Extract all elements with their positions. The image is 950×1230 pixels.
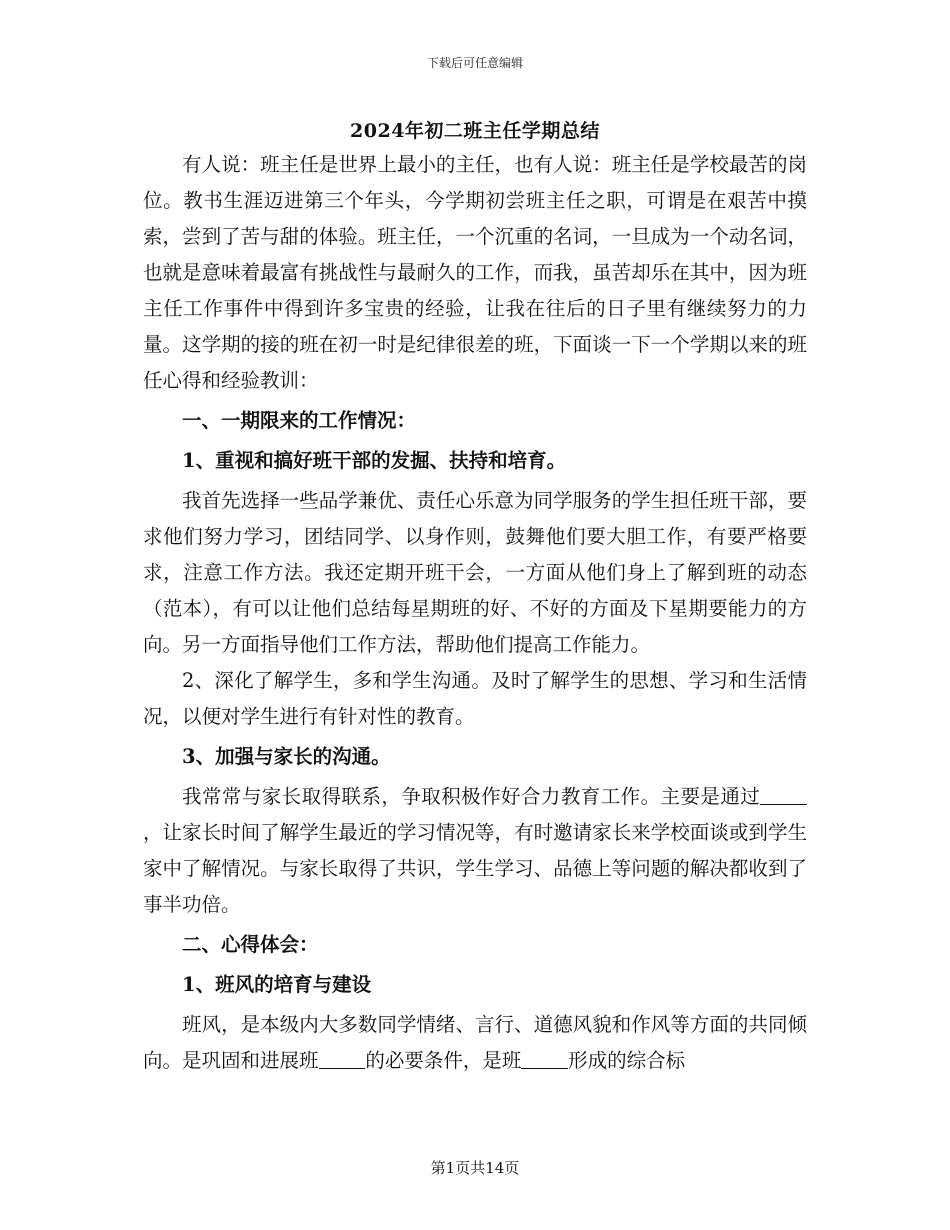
fill-blank bbox=[521, 1049, 568, 1070]
paragraph-text: 班风，是本级内大多数同学情绪、言行、道德风貌和作风等方面的共同倾向。是巩固和进展班 bbox=[143, 1013, 807, 1072]
paragraph-text: 我常常与家长取得联系，争取积极作好合力教育工作。主要是通过 bbox=[182, 785, 761, 808]
paragraph-text: 形成的综合标 bbox=[568, 1049, 686, 1072]
paragraph-parent-communication bbox=[143, 779, 807, 923]
paragraph-intro: 有人说：班主任是世界上最小的主任，也有人说：班主任是学校最苦的岗位。教书生涯迈进第三个年头，今学期初尝班主任之职，可谓是在艰苦中摸索，尝到了苦与甜的体验。班主任，一个沉重的名词，一旦成为一个动名词，也就是意味着最富有挑战性与最耐久的工作，而我，虽苦却乐在其中，因为班主任工作事件中得到许多宝贵的经验，让我在往后的日子里有继续努力的力量。这学期的接的班在初一时是纪律很差的班，下面谈一下一个学期以来的班任心得和经验教训： bbox=[143, 153, 807, 392]
paragraph-text: ，让家长时间了解学生最近的学习情况等，有时邀请家长来学校面谈或到学生家中了解情况。与家长取得了共识，学生学习、品德上等问题的解决都收到了事半功倍。 bbox=[143, 821, 807, 916]
section-heading-2: 二、心得体会： bbox=[182, 933, 319, 956]
paragraph-text: 的必要条件，是班 bbox=[365, 1049, 522, 1072]
section-heading-1: 一、一期限来的工作情况： bbox=[182, 409, 417, 432]
subheading-1-1: 1、重视和搞好班干部的发掘、扶持和培育。 bbox=[182, 449, 567, 472]
paragraph-class-style bbox=[143, 1007, 807, 1079]
subheading-2-1: 1、班风的培育与建设 bbox=[182, 973, 372, 996]
fill-blank bbox=[319, 1049, 366, 1070]
paragraph-class-cadres: 我首先选择一些品学兼优、责任心乐意为同学服务的学生担任班干部，要求他们努力学习，团结同学、以身作则，鼓舞他们要大胆工作，有要严格要求，注意工作方法。我还定期开班干会，一方面从他们身上了解到班的动态（范本），有可以让他们总结每星期班的好、不好的方面及下星期要能力的方向。另一方面指导他们工作方法，帮助他们提高工作能力。 bbox=[143, 489, 807, 656]
paragraph-understand-students: 2、深化了解学生，多和学生沟通。及时了解学生的思想、学习和生活情况，以便对学生进行有针对性的教育。 bbox=[143, 669, 807, 728]
subheading-1-3: 3、加强与家长的沟通。 bbox=[182, 745, 391, 768]
document-title: 2024年初二班主任学期总结 bbox=[350, 120, 600, 142]
fill-blank bbox=[760, 785, 807, 806]
header-note: 下载后可任意编辑 bbox=[426, 56, 523, 70]
page-number-footer: 第1页共14页 bbox=[430, 1159, 520, 1177]
document-body bbox=[143, 147, 807, 1079]
